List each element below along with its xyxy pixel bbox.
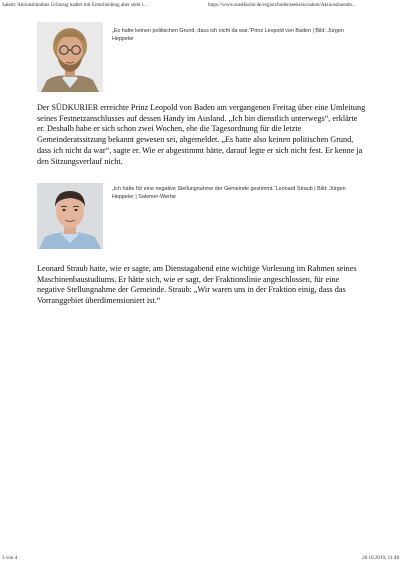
portrait-photo-straub	[37, 183, 103, 249]
article-paragraph-2: Leonard Straub hatte, wie er sagte, am Dienstagabend eine wichtige Vorlesung im Rahmen seines Maschinenbaustudiums. Er hätte sich, wie er sagt, der Fraktionslinie angeschlossen, für eine negative Stellungnahme der Gemeinde. Straub: „Wir waren uns in der Fraktion einig, dass das Vorranggebiet überdimensioniert ist.“	[37, 264, 357, 306]
print-header	[2, 2, 399, 12]
photo-caption-straub: „Ich hätte für eine negative Stellungnahme der Gemeinde gestimmt.“Leonard Straub | Bild: Jürgen Heppeler | Salemer-Werbe	[112, 186, 346, 200]
print-header-title: Salem: Aktionsbündnis Grünzug hadert mit Entscheidung aber sieht i...	[2, 2, 148, 8]
print-header-url[interactable]: https://www.suedkurier.de/region/bodenseekreis/salem/Aktionsbuendn...	[208, 2, 356, 8]
page-number: 3 von 4	[2, 555, 18, 561]
portrait-photo-leopold	[37, 22, 103, 92]
print-footer	[2, 555, 399, 563]
photo-caption-leopold: „Es hatte keinen politischen Grund, dass ich nicht da war.“Prinz Leopold von Baden | Bild: Jürgen Heppeler	[112, 28, 344, 42]
article-paragraph-1: Der SÜDKURIER erreichte Prinz Leopold von Baden am vergangenen Freitag über eine Umleitung seines Festnetzanschlusses auf dessen Handy im Ausland. „Ich bin dienstlich unterwegs“, erklärte er. Deshalb habe er sich schon zwei Wochen, ehe die Tagesordnung für die letzte Gemeinderatssitzung bekannt gewesen sei, abgemeldet. „Es hatte also keinen politischen Grund, dass ich nicht da war“, sagte er. Wie er abgestimmt hätte, darauf legte er sich nicht fest. Er kenne ja den Sitzungsverlauf nicht.	[37, 103, 366, 166]
print-timestamp: 28.10.2019, 11:48	[362, 555, 399, 561]
